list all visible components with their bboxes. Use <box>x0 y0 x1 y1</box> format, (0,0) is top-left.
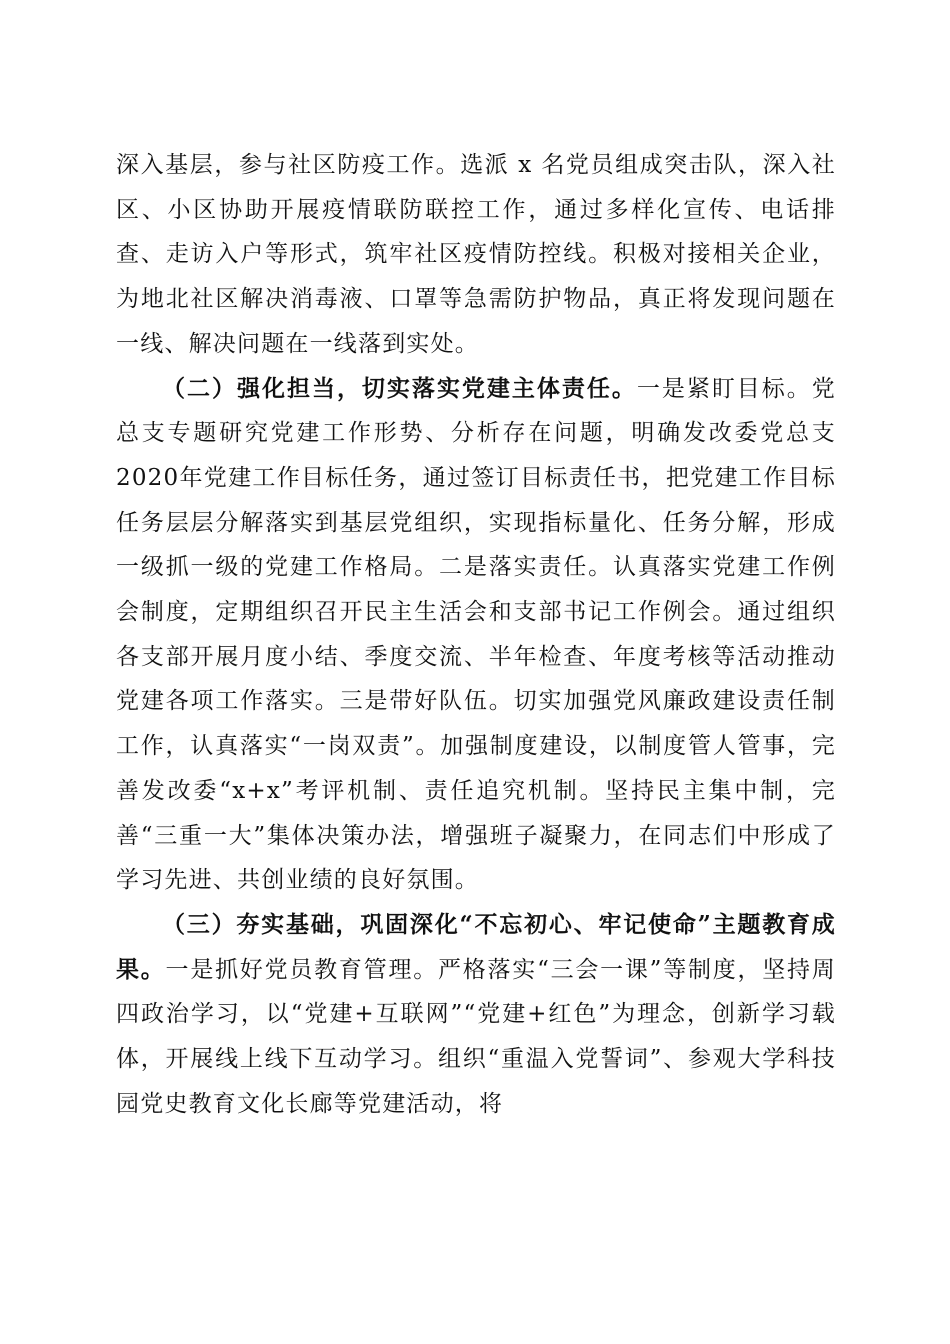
paragraph-1 <box>116 143 836 367</box>
paragraph-3 <box>116 903 836 1127</box>
paragraph-1-body: 深入基层，参与社区防疫工作。选派 x 名党员组成突击队，深入社区、小区协助开展疫情联防联控工作，通过多样化宣传、电话排查、走访入户等形式，筑牢社区疫情防控线。积极对接相关企业，为地北社区解决消毒液、口罩等急需防护物品，真正将发现问题在一线、解决问题在一线落到实处。 <box>116 152 836 357</box>
paragraph-2 <box>116 367 836 903</box>
paragraph-2-heading: （二）强化担当，切实落实党建主体责任。 <box>162 374 637 402</box>
paragraph-3-heading: （三）夯实基础，巩固深化“不忘初心、牢记使命”主题教育成果。 <box>116 910 836 983</box>
paragraph-2-body: 一是紧盯目标。党总支专题研究党建工作形势、分析存在问题，明确发改委党总支2020年党建工作目标任务，通过签订目标责任书，把党建工作目标任务层层分解落实到基层党组织，实现指标量化、任务分解，形成一级抓一级的党建工作格局。二是落实责任。认真落实党建工作例会制度，定期组织召开民主生活会和支部书记工作例会。通过组织各支部开展月度小结、季度交流、半年检查、年度考核等活动推动党建各项工作落实。三是带好队伍。切实加强党风廉政建设责任制工作，认真落实“一岗双责”。加强制度建设，以制度管人管事，完善发改委“x+x”考评机制、责任追究机制。坚持民主集中制，完善“三重一大”集体决策办法，增强班子凝聚力，在同志们中形成了学习先进、共创业绩的良好氛围。 <box>116 375 836 894</box>
document-body <box>116 143 836 1126</box>
paragraph-3-body: 一是抓好党员教育管理。严格落实“三会一课”等制度，坚持周四政治学习，以“党建+互联网”“党建+红色”为理念，创新学习载体，开展线上线下互动学习。组织“重温入党誓词”、参观大学科技园党史教育文化长廊等党建活动，将 <box>116 956 836 1117</box>
